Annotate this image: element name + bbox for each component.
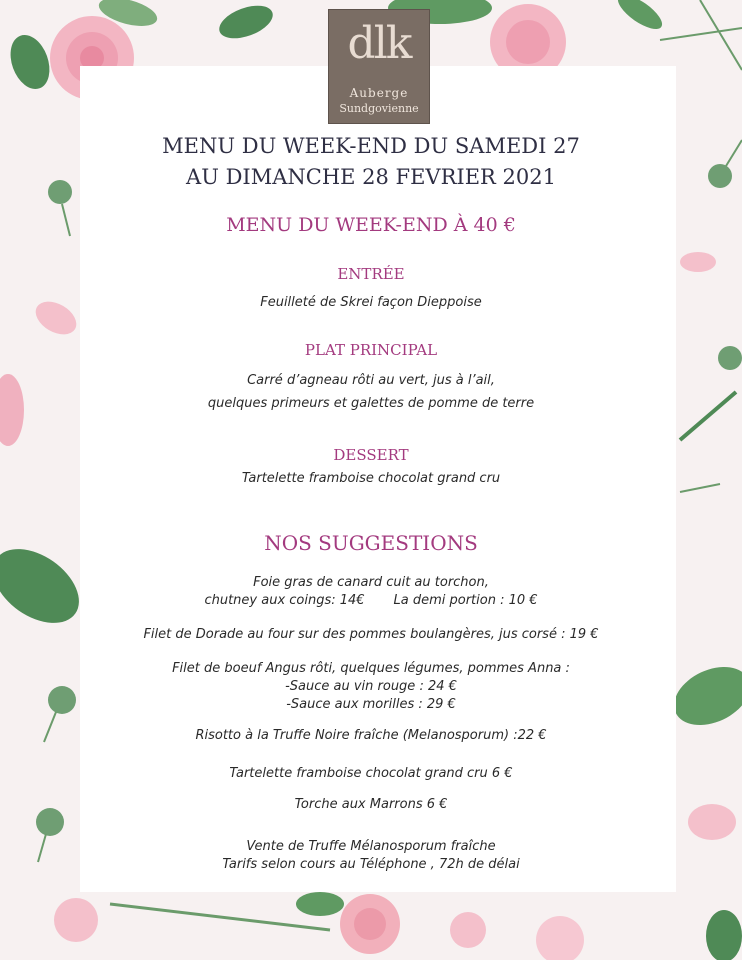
leaf-decoration (4, 30, 57, 95)
suggestion-item: Tarifs selon cours au Téléphone , 72h de délai (222, 857, 520, 872)
suggestion-item: Filet de Dorade au four sur des pommes boulangères, jus corsé : 19 € (143, 627, 599, 642)
logo-text-auberge: Auberge (349, 86, 409, 100)
dessert-item: Tartelette framboise chocolat grand cru (241, 471, 501, 486)
suggestion-item: Foie gras de canard cuit au torchon, (253, 575, 489, 590)
page-title-line2: AU DIMANCHE 28 FEVRIER 2021 (186, 165, 556, 189)
logo-text-sundgovienne: Sundgovienne (339, 102, 419, 115)
plat-heading: PLAT PRINCIPAL (304, 341, 438, 359)
entree-item: Feuilleté de Skrei façon Dieppoise (260, 295, 482, 310)
plat-item-line1: Carré d’agneau rôti au vert, jus à l’ail, (247, 373, 495, 388)
suggestion-item: Risotto à la Truffe Noire fraîche (Melanosporum) :22 € (195, 728, 547, 743)
suggestion-item: chutney aux coings: 14€ La demi portion : 10 € (204, 593, 538, 608)
suggestion-item: Tartelette framboise chocolat grand cru 6 € (229, 766, 513, 781)
dessert-heading: DESSERT (333, 446, 409, 464)
suggestions-heading: NOS SUGGESTIONS (264, 531, 478, 555)
suggestion-item: Torche aux Marrons 6 € (294, 797, 448, 812)
plat-item-line2: quelques primeurs et galettes de pomme de terre (207, 396, 535, 411)
menu-heading: MENU DU WEEK-END À 40 € (226, 214, 516, 236)
page-title-line1: MENU DU WEEK-END DU SAMEDI 27 (162, 134, 580, 158)
logo-monogram: dlk (347, 18, 411, 69)
entree-heading: ENTRÉE (337, 265, 405, 283)
suggestion-item: Filet de boeuf Angus rôti, quelques légumes, pommes Anna : (172, 661, 570, 676)
auberge-logo (328, 9, 430, 124)
suggestion-item: Vente de Truffe Mélanosporum fraîche (246, 839, 496, 854)
suggestion-item: -Sauce aux morilles : 29 € (286, 697, 456, 712)
suggestion-item: -Sauce au vin rouge : 24 € (285, 679, 457, 694)
